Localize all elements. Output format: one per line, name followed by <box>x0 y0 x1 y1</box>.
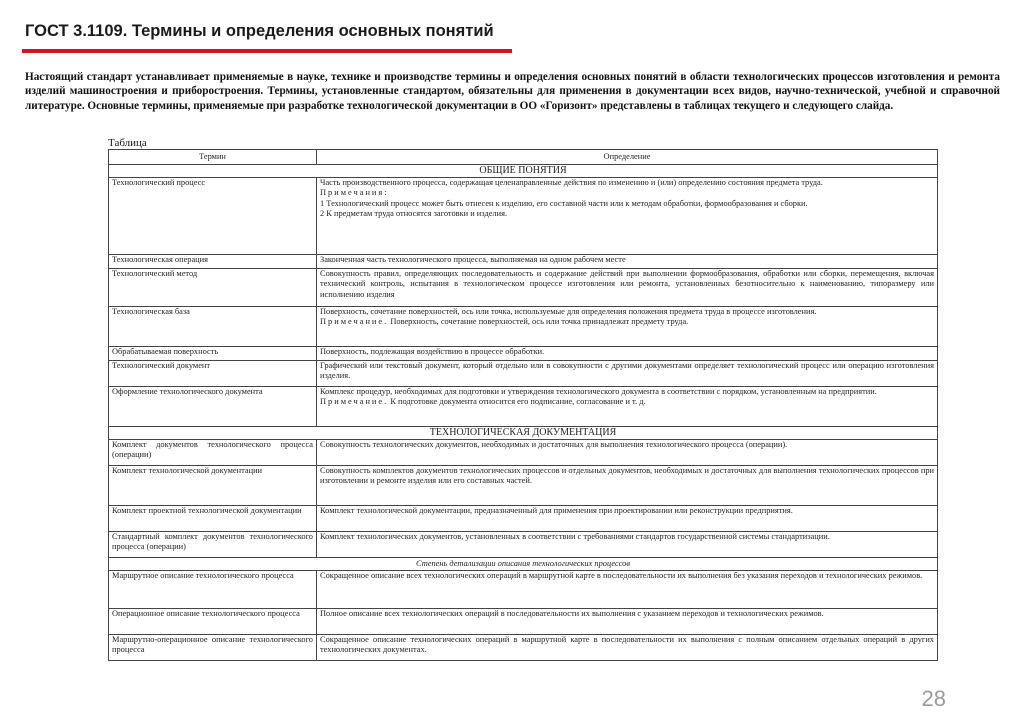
definition-cell: Законченная часть технологического процесса, выполняемая на одном рабочем месте <box>317 255 938 269</box>
table-row <box>109 255 938 269</box>
section-docs-title: ТЕХНОЛОГИЧЕСКАЯ ДОКУМЕНТАЦИЯ <box>109 427 938 440</box>
note-text: 2 К предметам труда относятся заготовки и изделия. <box>320 208 508 218</box>
term-cell: Технологический документ <box>109 361 317 387</box>
table-row <box>109 307 938 347</box>
term-cell: Комплект проектной технологической документации <box>109 506 317 532</box>
subsection-row <box>109 558 938 571</box>
definition-cell: Графический или текстовый документ, который отдельно или в совокупности с другими документами определяет технологический процесс или операцию изготовления изделия. <box>317 361 938 387</box>
section-general-title: ОБЩИЕ ПОНЯТИЯ <box>109 165 938 178</box>
note-label: Примечание. <box>320 317 389 327</box>
table-row <box>109 466 938 506</box>
section-detail-title: Степень детализации описания технологических процессов <box>109 558 938 571</box>
definition-cell: Совокупность технологических документов, необходимых и достаточных для выполнения технологического процесса (операции). <box>317 440 938 466</box>
definition-cell: Сокращенное описание всех технологических операций в маршрутной карте в последовательности их выполнения без указания переходов и технологических режимов. <box>317 571 938 609</box>
term-cell: Стандартный комплект документов технологического процесса (операции) <box>109 532 317 558</box>
term-cell: Технологическая операция <box>109 255 317 269</box>
table-row <box>109 440 938 466</box>
term-cell: Комплект технологической документации <box>109 466 317 506</box>
table-row <box>109 347 938 361</box>
definition-cell: Комплект технологических документов, установленных в соответствии с требованиями стандартов государственной системы стандартизации. <box>317 532 938 558</box>
definition-cell <box>317 387 938 427</box>
table-row <box>109 609 938 635</box>
definition-text: Комплекс процедур, необходимых для подготовки и утверждения технологического документа в соответствии с порядком, установленным на предприятии. <box>320 387 877 396</box>
term-cell: Обрабатываемая поверхность <box>109 347 317 361</box>
note-label: Примечания: <box>320 188 389 198</box>
definition-text: Поверхность, сочетание поверхностей, ось или точка, используемые для определения положения предмета труда в процессе изготовления. <box>320 307 817 316</box>
definition-cell: Полное описание всех технологических операций в последовательности их выполнения с указанием переходов и технологических режимов. <box>317 609 938 635</box>
table-caption: Таблица <box>108 137 147 149</box>
table-row <box>109 635 938 661</box>
section-row <box>109 427 938 440</box>
definition-cell: Сокращенное описание технологических операций в маршрутной карте в последовательности их выполнения с полным описанием отдельных операций в других технологических документах. <box>317 635 938 661</box>
definition-cell: Совокупность комплектов документов технологических процессов и отдельных документов, необходимых и достаточных для выполнения технологических процессов при изготовлении и ремонте изделия или его составных частей. <box>317 466 938 506</box>
slide-title: ГОСТ 3.1109. Термины и определения основных понятий <box>25 22 494 40</box>
title-accent-line <box>22 49 512 53</box>
term-cell: Технологический метод <box>109 269 317 307</box>
header-term: Термин <box>109 150 317 165</box>
definition-text: Часть производственного процесса, содержащая целенаправленные действия по изменению и (или) определению состояния предмета труда. <box>320 178 823 187</box>
note-text: Поверхность, сочетание поверхностей, ось или точка принадлежат предмету труда. <box>390 317 689 327</box>
note-text: К подготовке документа относится его подписание, согласование и т. д. <box>390 397 646 407</box>
definition-cell: Комплект технологической документации, предназначенный для применения при проектировании или реконструкции предприятия. <box>317 506 938 532</box>
table-header-row <box>109 150 938 165</box>
terms-table <box>108 149 938 661</box>
term-cell: Операционное описание технологического процесса <box>109 609 317 635</box>
note-line <box>320 397 934 407</box>
term-cell: Маршрутно-операционное описание технологического процесса <box>109 635 317 661</box>
header-definition: Определение <box>317 150 938 165</box>
table-row <box>109 361 938 387</box>
table-row <box>109 571 938 609</box>
section-row <box>109 165 938 178</box>
definition-cell <box>317 178 938 255</box>
intro-paragraph: Настоящий стандарт устанавливает применяемые в науке, технике и производстве термины и определения основных понятий в области технологических процессов изготовления и ремонта изделий машиностроения и приборостроения. Термины, установленные стандартом, обязательны для применения в документации всех видов, научно-технической, учебной и справочной литературе. Основные термины, применяемые при разработке технологической документации в ОО «Горизонт» представлены в таблицах текущего и следующего слайда. <box>25 71 1000 112</box>
table-row <box>109 532 938 558</box>
term-cell: Технологическая база <box>109 307 317 347</box>
term-cell: Комплект документов технологического процесса (операции) <box>109 440 317 466</box>
table-row <box>109 269 938 307</box>
term-cell: Оформление технологического документа <box>109 387 317 427</box>
note-label: Примечание. <box>320 397 389 407</box>
term-cell: Технологический процесс <box>109 178 317 255</box>
table-row <box>109 178 938 255</box>
definition-cell <box>317 307 938 347</box>
term-cell: Маршрутное описание технологического процесса <box>109 571 317 609</box>
definition-cell: Поверхность, подлежащая воздействию в процессе обработки. <box>317 347 938 361</box>
page-number: 28 <box>921 686 946 711</box>
table-row <box>109 387 938 427</box>
note-text: 1 Технологический процесс может быть отнесен к изделию, его составной части или к методам обработки, формообразования и сборки. <box>320 198 808 208</box>
table-row <box>109 506 938 532</box>
definition-cell: Совокупность правил, определяющих последовательность и содержание действий при выполнении формообразования, обработки или сборки, перемещения, включая технический контроль, испытания в технологическом процессе изготовления или ремонта, установленных безотносительно к наименованию, типоразмеру или исполнению изделия <box>317 269 938 307</box>
note-line <box>320 317 934 327</box>
